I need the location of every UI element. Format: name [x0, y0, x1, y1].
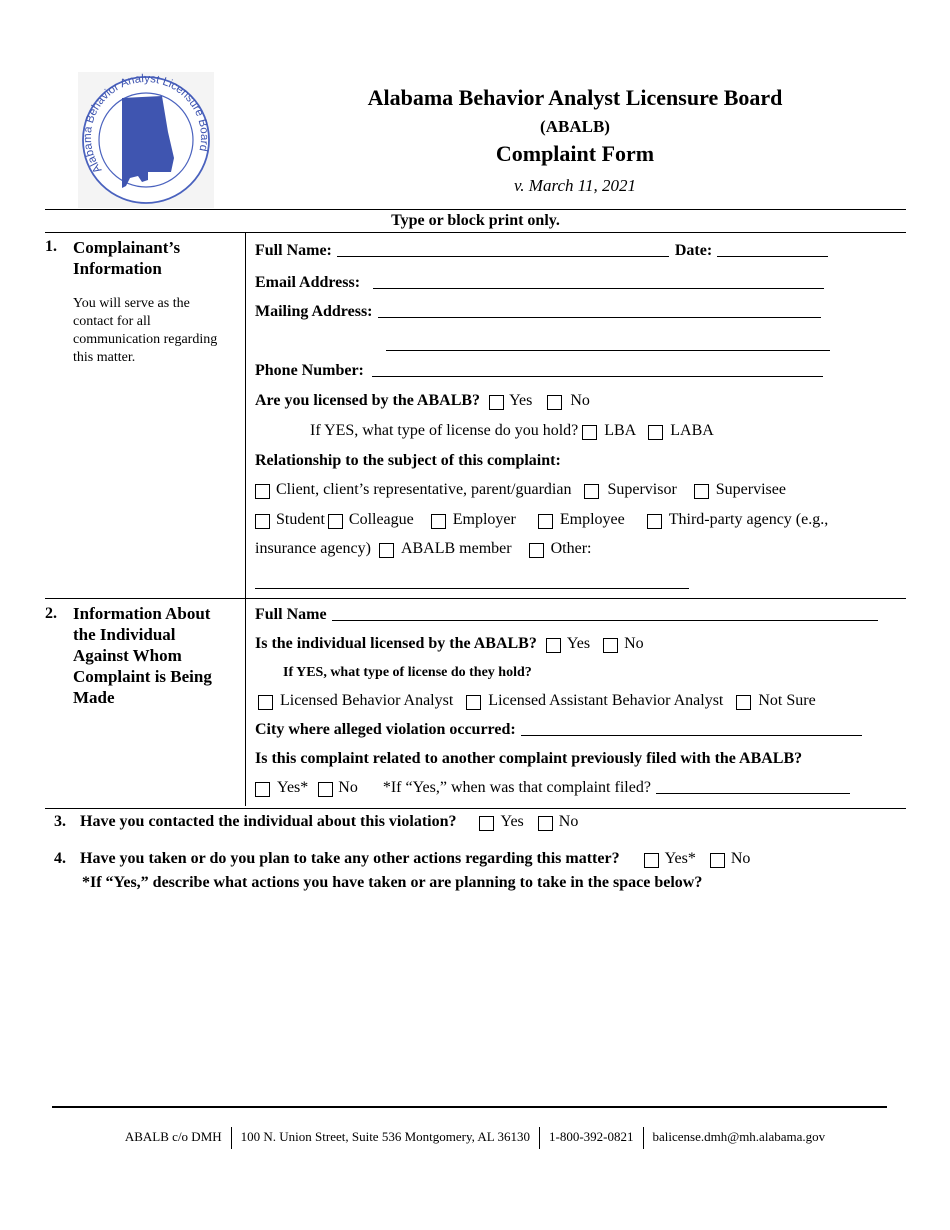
subject-name-label: Full Name: [255, 606, 327, 623]
question3-yes-checkbox[interactable]: [479, 816, 494, 831]
rule-header-bottom: [45, 232, 906, 233]
rel-other-field[interactable]: [255, 588, 689, 589]
org-abbr: (ABALB): [540, 117, 610, 136]
footer-phone: 1-800-392-0821: [549, 1128, 634, 1144]
question3-yes-label: Yes: [500, 813, 524, 830]
section1-desc-line1: You will serve as the: [73, 296, 190, 311]
rel-colleague-label: Colleague: [348, 511, 414, 528]
subject-licensed-no-label: No: [624, 635, 644, 652]
question4-row: [54, 850, 750, 868]
phone-field[interactable]: [372, 376, 823, 377]
section1-title-line1: Complainant’s: [73, 238, 181, 257]
form-version: v. March 11, 2021: [514, 176, 636, 195]
rel-employee-label: Employee: [559, 511, 625, 528]
question4-yes-checkbox[interactable]: [644, 853, 659, 868]
mailing-field-line1[interactable]: [378, 317, 821, 318]
form-title: Complaint Form: [495, 141, 655, 166]
question4-followup: *If “Yes,” describe what actions you have taken or are planning to take in the space below?: [82, 874, 703, 891]
phone-label: Phone Number:: [255, 362, 364, 379]
rel-supervisor-checkbox[interactable]: [584, 484, 599, 499]
section1-number: 1.: [45, 238, 57, 255]
footer-email: balicense.dmh@mh.alabama.gov: [652, 1128, 826, 1144]
question4-text: Have you taken or do you plan to take any other actions regarding this matter?: [80, 850, 620, 867]
date-field[interactable]: [717, 256, 828, 257]
rule-section2-bottom: [45, 808, 906, 809]
email-field[interactable]: [373, 288, 824, 289]
question4-yes-label: Yes*: [664, 850, 696, 867]
subject-lba-checkbox[interactable]: [258, 695, 273, 710]
related-when-field[interactable]: [656, 793, 850, 794]
section1-description: [73, 295, 217, 367]
subject-laba-label: Licensed Assistant Behavior Analyst: [488, 692, 724, 709]
org-name: Alabama Behavior Analyst Licensure Board: [367, 85, 783, 110]
licensed-question: Are you licensed by the ABALB?: [255, 392, 481, 409]
subject-licensed-yes-checkbox[interactable]: [546, 638, 561, 653]
section1-desc-line3: communication regarding: [73, 332, 218, 347]
footer-org: ABALB c/o DMH: [124, 1128, 222, 1144]
mailing-field-line2[interactable]: [386, 350, 830, 351]
subject-licensed-yes-label: Yes: [566, 635, 591, 652]
rel-employee-checkbox[interactable]: [538, 514, 553, 529]
question4-number: 4.: [54, 850, 66, 867]
licensed-no-checkbox[interactable]: [547, 395, 562, 410]
question3-no-checkbox[interactable]: [538, 816, 553, 831]
rel-client-checkbox[interactable]: [255, 484, 270, 499]
licensed-no-label: No: [570, 392, 590, 409]
relationship-question: Relationship to the subject of this complaint:: [255, 452, 561, 469]
question3-row: [54, 813, 578, 831]
rule-section1-bottom: [45, 598, 906, 599]
section1-desc-line4: this matter.: [73, 350, 136, 365]
subject-license-options-row: [258, 692, 816, 710]
email-row: [255, 274, 824, 292]
city-label: City where alleged violation occurred:: [255, 721, 516, 738]
relationship-options-row1: [255, 481, 786, 499]
rel-student-label: Student: [276, 511, 325, 528]
section1-title: [73, 237, 180, 279]
related-complaint-answer-row: [255, 779, 850, 797]
section1-title-line2: Information: [73, 259, 162, 278]
related-yes-label: Yes*: [277, 779, 309, 796]
related-complaint-question: Is this complaint related to another complaint previously filed with the ABALB?: [255, 750, 803, 767]
subject-name-row: [255, 606, 878, 624]
related-no-checkbox[interactable]: [318, 782, 333, 797]
rel-other-label: Other:: [550, 540, 592, 557]
question4-followup-row: [82, 874, 702, 892]
footer-separator: [539, 1127, 540, 1149]
column-divider: [245, 232, 246, 806]
licensed-yes-checkbox[interactable]: [489, 395, 504, 410]
city-field[interactable]: [521, 735, 862, 736]
rel-thirdparty-checkbox[interactable]: [647, 514, 662, 529]
full-name-label: Full Name:: [255, 242, 332, 259]
section2-title-line1: Information About: [73, 604, 211, 623]
subject-laba-checkbox[interactable]: [466, 695, 481, 710]
seal-text: Alabama Behavior Analyst Licensure Board: [81, 72, 211, 176]
subject-licensed-row: [255, 635, 644, 653]
rel-member-checkbox[interactable]: [379, 543, 394, 558]
section2-title-line4: Complaint is Being: [73, 667, 212, 686]
question4-response-area[interactable]: [82, 898, 888, 1093]
license-laba-checkbox[interactable]: [648, 425, 663, 440]
mailing-label: Mailing Address:: [255, 303, 373, 320]
section2-title-line5: Made: [73, 688, 115, 707]
rel-colleague-checkbox[interactable]: [328, 514, 343, 529]
city-row: [255, 721, 862, 739]
subject-licensed-question: Is the individual licensed by the ABALB?: [255, 635, 537, 652]
license-lba-checkbox[interactable]: [582, 425, 597, 440]
license-type-question: If YES, what type of license do you hold?: [310, 422, 579, 439]
email-label: Email Address:: [255, 274, 361, 291]
rel-client-label: Client, client’s representative, parent/guardian: [276, 481, 572, 498]
rel-member-label: ABALB member: [400, 540, 512, 557]
license-lba-label: LBA: [604, 422, 637, 439]
section1-desc-line2: contact for all: [73, 314, 151, 329]
seal-graphic: [78, 72, 214, 208]
relationship-options-row2: [255, 511, 828, 529]
rel-employer-checkbox[interactable]: [431, 514, 446, 529]
rel-supervisor-label: Supervisor: [607, 481, 677, 498]
rel-supervisee-checkbox[interactable]: [694, 484, 709, 499]
relationship-row: [255, 452, 561, 470]
print-instruction: Type or block print only.: [391, 212, 560, 229]
licensed-row: [255, 392, 590, 410]
full-name-field[interactable]: [337, 256, 669, 257]
license-type-row: [310, 422, 714, 440]
rel-student-checkbox[interactable]: [255, 514, 270, 529]
license-laba-label: LABA: [670, 422, 714, 439]
section2-title-line3: Against Whom: [73, 646, 182, 665]
rel-other-checkbox[interactable]: [529, 543, 544, 558]
rel-employer-label: Employer: [452, 511, 516, 528]
rel-supervisee-label: Supervisee: [715, 481, 786, 498]
subject-license-type-question: If YES, what type of license do they hold?: [283, 665, 532, 680]
related-yes-checkbox[interactable]: [255, 782, 270, 797]
licensed-yes-label: Yes: [509, 392, 533, 409]
related-complaint-row: [255, 750, 802, 768]
footer-separator: [231, 1127, 232, 1149]
subject-notsure-checkbox[interactable]: [736, 695, 751, 710]
board-seal: [78, 72, 214, 208]
question4-no-checkbox[interactable]: [710, 853, 725, 868]
date-label: Date:: [674, 242, 713, 259]
rule-top: [45, 209, 906, 210]
footer-rule: [52, 1106, 887, 1108]
question3-text: Have you contacted the individual about this violation?: [80, 813, 457, 830]
subject-license-type-row: [283, 665, 532, 681]
mailing-row: [255, 303, 821, 321]
footer-address: 100 N. Union Street, Suite 536 Montgomery, AL 36130: [240, 1128, 530, 1144]
footer-separator: [643, 1127, 644, 1149]
subject-lba-label: Licensed Behavior Analyst: [280, 692, 454, 709]
section2-number: 2.: [45, 605, 57, 622]
question3-number: 3.: [54, 813, 66, 830]
subject-name-field[interactable]: [332, 620, 878, 621]
question3-no-label: No: [558, 813, 579, 830]
section2-title-line2: the Individual: [73, 625, 176, 644]
question4-no-label: No: [730, 850, 751, 867]
related-no-label: No: [338, 779, 358, 796]
subject-notsure-label: Not Sure: [758, 692, 816, 709]
section2-title: [73, 603, 212, 708]
phone-row: [255, 362, 823, 380]
relationship-options-row3: [255, 540, 591, 558]
rel-thirdparty-label: Third-party agency (e.g.,: [668, 511, 829, 528]
rel-thirdparty-label-cont: insurance agency): [255, 540, 371, 557]
subject-licensed-no-checkbox[interactable]: [603, 638, 618, 653]
related-when-label: *If “Yes,” when was that complaint filed?: [382, 779, 651, 796]
full-name-row: [255, 242, 828, 260]
footer-contact: [0, 1127, 950, 1149]
